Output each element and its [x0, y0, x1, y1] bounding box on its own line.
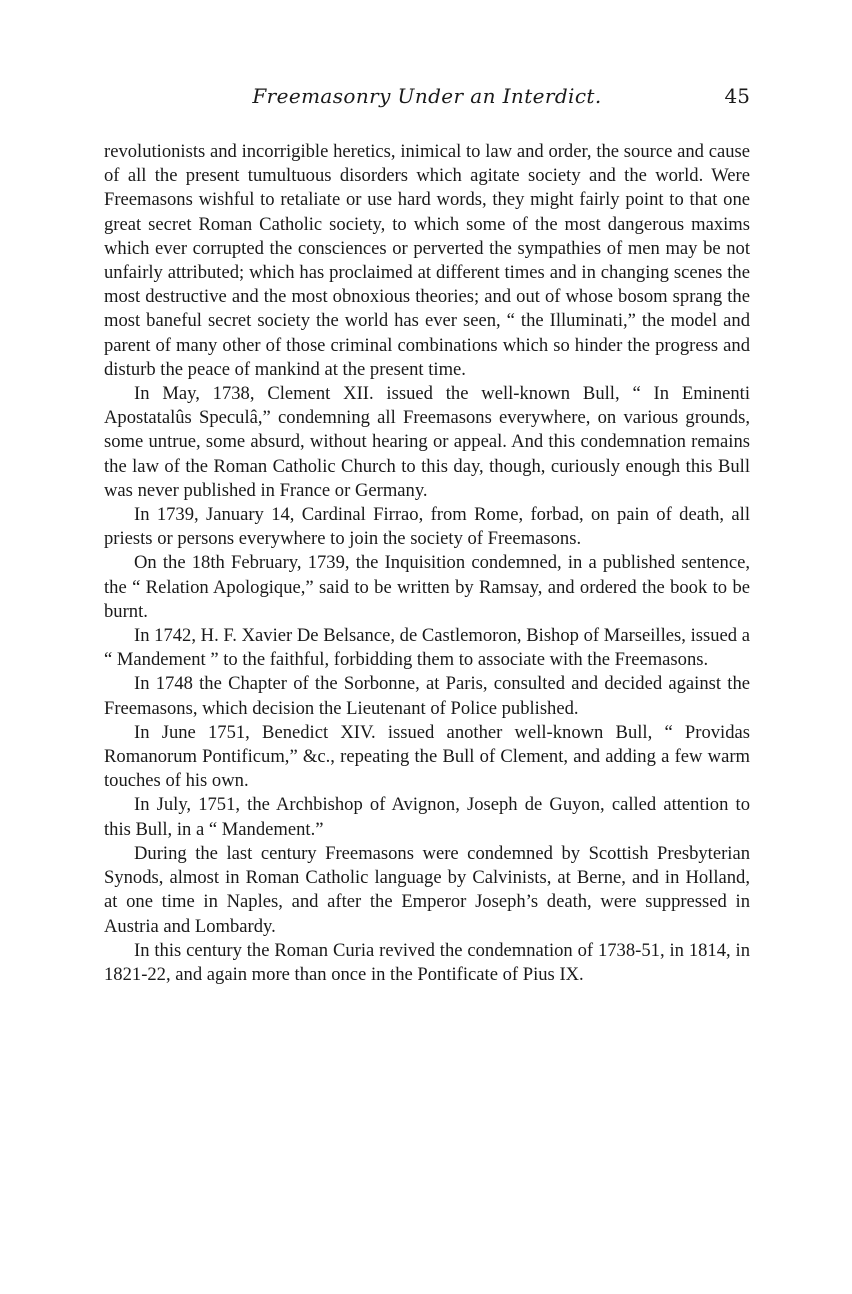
page-header: [104, 84, 750, 114]
paragraph-cardinal-firrao: In 1739, January 14, Cardinal Firrao, from Rome, forbad, on pain of death, all priests or persons everywhere to join the society of Freemasons.: [104, 504, 750, 550]
page-number: 45: [724, 84, 750, 108]
running-title: Freemasonry Under an Interdict.: [252, 84, 602, 108]
paragraph-inquisition: On the 18th February, 1739, the Inquisition condemned, in a published sentence, the “ Relation Apologique,” said to be written by Ramsay, and ordered the book to be burnt.: [104, 552, 750, 622]
paragraph-continuation: revolutionists and incorrigible heretics, inimical to law and order, the source and cause of all the present tumultuous disorders which agitate society and the world. Were Freemasons wishful to retaliate or use hard words, they might fairly point to that one great secret Roman Catholic society, to which some of the most dangerous maxims which ever corrupted the consciences or perverted the sympathies of men may be not unfairly attributed; which has proclaimed at different times and in changing scenes the most destructive and the most obnoxious theories; and out of whose bosom sprang the most baneful secret society the world has ever seen, “ the Illuminati,” the model and parent of many other of those criminal combinations which so hinder the progress and disturb the peace of mankind at the present time.: [104, 141, 750, 380]
paragraph-this-century: In this century the Roman Curia revived the condemnation of 1738-51, in 1814, in 1821-22, and again more than once in the Pontificate of Pius IX.: [104, 939, 750, 985]
paragraph-clement-xii-bull: In May, 1738, Clement XII. issued the well-known Bull, “ In Eminenti Apostatalûs Speculâ,” condemning all Freemasons everywhere, on various grounds, some untrue, some absurd, without hearing or appeal. And this condemnation remains the law of the Roman Catholic Church to this day, though, curiously enough this Bull was never published in France or Germany.: [104, 383, 750, 501]
paragraph-benedict-xiv: In June 1751, Benedict XIV. issued another well-known Bull, “ Providas Romanorum Pontificum,” &c., repeating the Bull of Clement, and adding a few warm touches of his own.: [104, 721, 750, 792]
body-text: [104, 140, 750, 987]
paragraph-last-century: During the last century Freemasons were condemned by Scottish Presbyterian Synods, almost in Roman Catholic language by Calvinists, at Berne, and in Holland, at one time in Naples, and after the Emperor Joseph’s death, were suppressed in Austria and Lombardy.: [104, 842, 750, 937]
paragraph-avignon: In July, 1751, the Archbishop of Avignon, Joseph de Guyon, called attention to this Bull, in a “ Mandement.”: [104, 794, 750, 840]
paragraph-bishop-marseilles: In 1742, H. F. Xavier De Belsance, de Castlemoron, Bishop of Marseilles, issued a “ Mandement ” to the faithful, forbidding them to associate with the Freemasons.: [104, 625, 750, 671]
paragraph-sorbonne: In 1748 the Chapter of the Sorbonne, at Paris, consulted and decided against the Freemasons, which decision the Lieutenant of Police published.: [104, 673, 750, 719]
